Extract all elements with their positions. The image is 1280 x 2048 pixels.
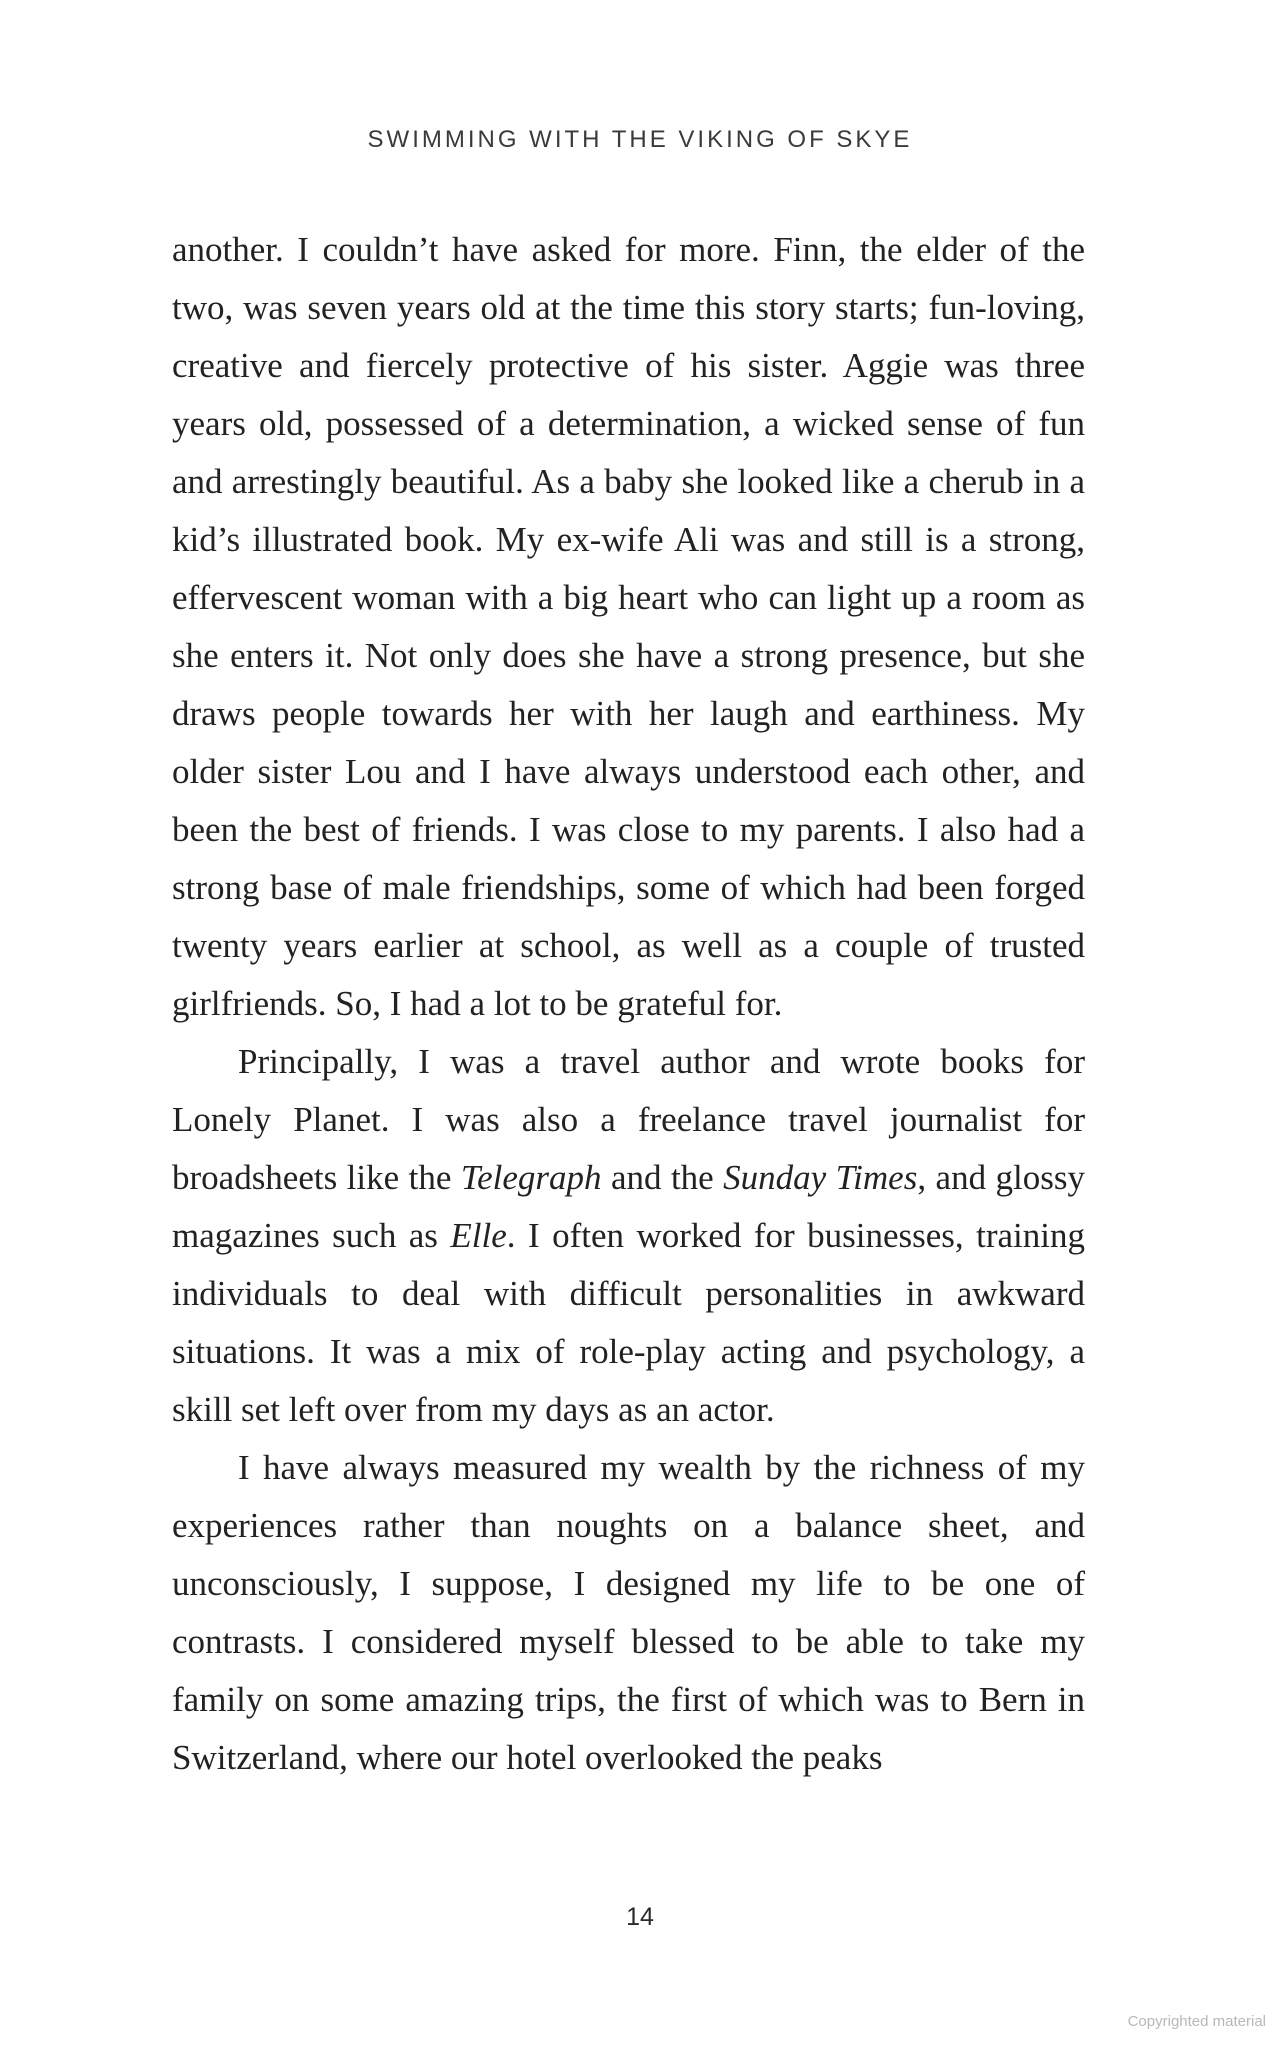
italic-publication-title: Sunday Times	[723, 1158, 918, 1197]
text-run: Principally, I was a travel author and wrote books for Lonely Planet. I was also a freelance travel journalist for broadsheets like the	[172, 1042, 1085, 1197]
text-run: . I often worked for businesses, training individuals to deal with difficult personalities in awkward situations. It was a mix of role-play acting and psychology, a skill set left over from my days as an actor.	[172, 1216, 1085, 1429]
copyright-watermark: Copyrighted material	[1127, 2013, 1266, 2030]
italic-publication-title: Telegraph	[460, 1158, 602, 1197]
paragraph-career	[172, 1033, 1085, 1439]
text-run: another. I couldn’t have asked for more. Finn, the elder of the two, was seven years old at the time this story starts; fun-loving, creative and fiercely protective of his sister. Aggie was three years old, possessed of a determination, a wicked sense of fun and arrestingly beautiful. As a baby she looked like a cherub in a kid’s illustrated book. My ex-wife Ali was and still is a strong, effervescent woman with a big heart who can light up a room as she enters it. Not only does she have a strong presence, but she draws people towards her with her laugh and earthiness. My older sister Lou and I have always understood each other, and been the best of friends. I was close to my parents. I also had a strong base of male friendships, some of which had been forged twenty years earlier at school, as well as a couple of trusted girlfriends. So, I had a lot to be grateful for.	[172, 230, 1085, 1023]
text-run: and the	[601, 1158, 724, 1197]
paragraph-wealth	[172, 1439, 1085, 1787]
text-run: , and glossy magazines such as	[172, 1158, 1085, 1255]
text-run: I have always measured my wealth by the richness of my experiences rather than noughts on a balance sheet, and unconsciously, I suppose, I designed my life to be one of contrasts. I considered myself blessed to be able to take my family on some amazing trips, the first of which was to Bern in Switzerland, where our hotel overlooked the peaks	[172, 1448, 1085, 1777]
italic-publication-title: Elle	[450, 1216, 507, 1255]
page-number: 14	[626, 1903, 654, 1931]
paragraph-continued	[172, 221, 1085, 1033]
body-text	[172, 221, 1085, 1787]
running-head: SWIMMING WITH THE VIKING OF SKYE	[367, 126, 913, 153]
